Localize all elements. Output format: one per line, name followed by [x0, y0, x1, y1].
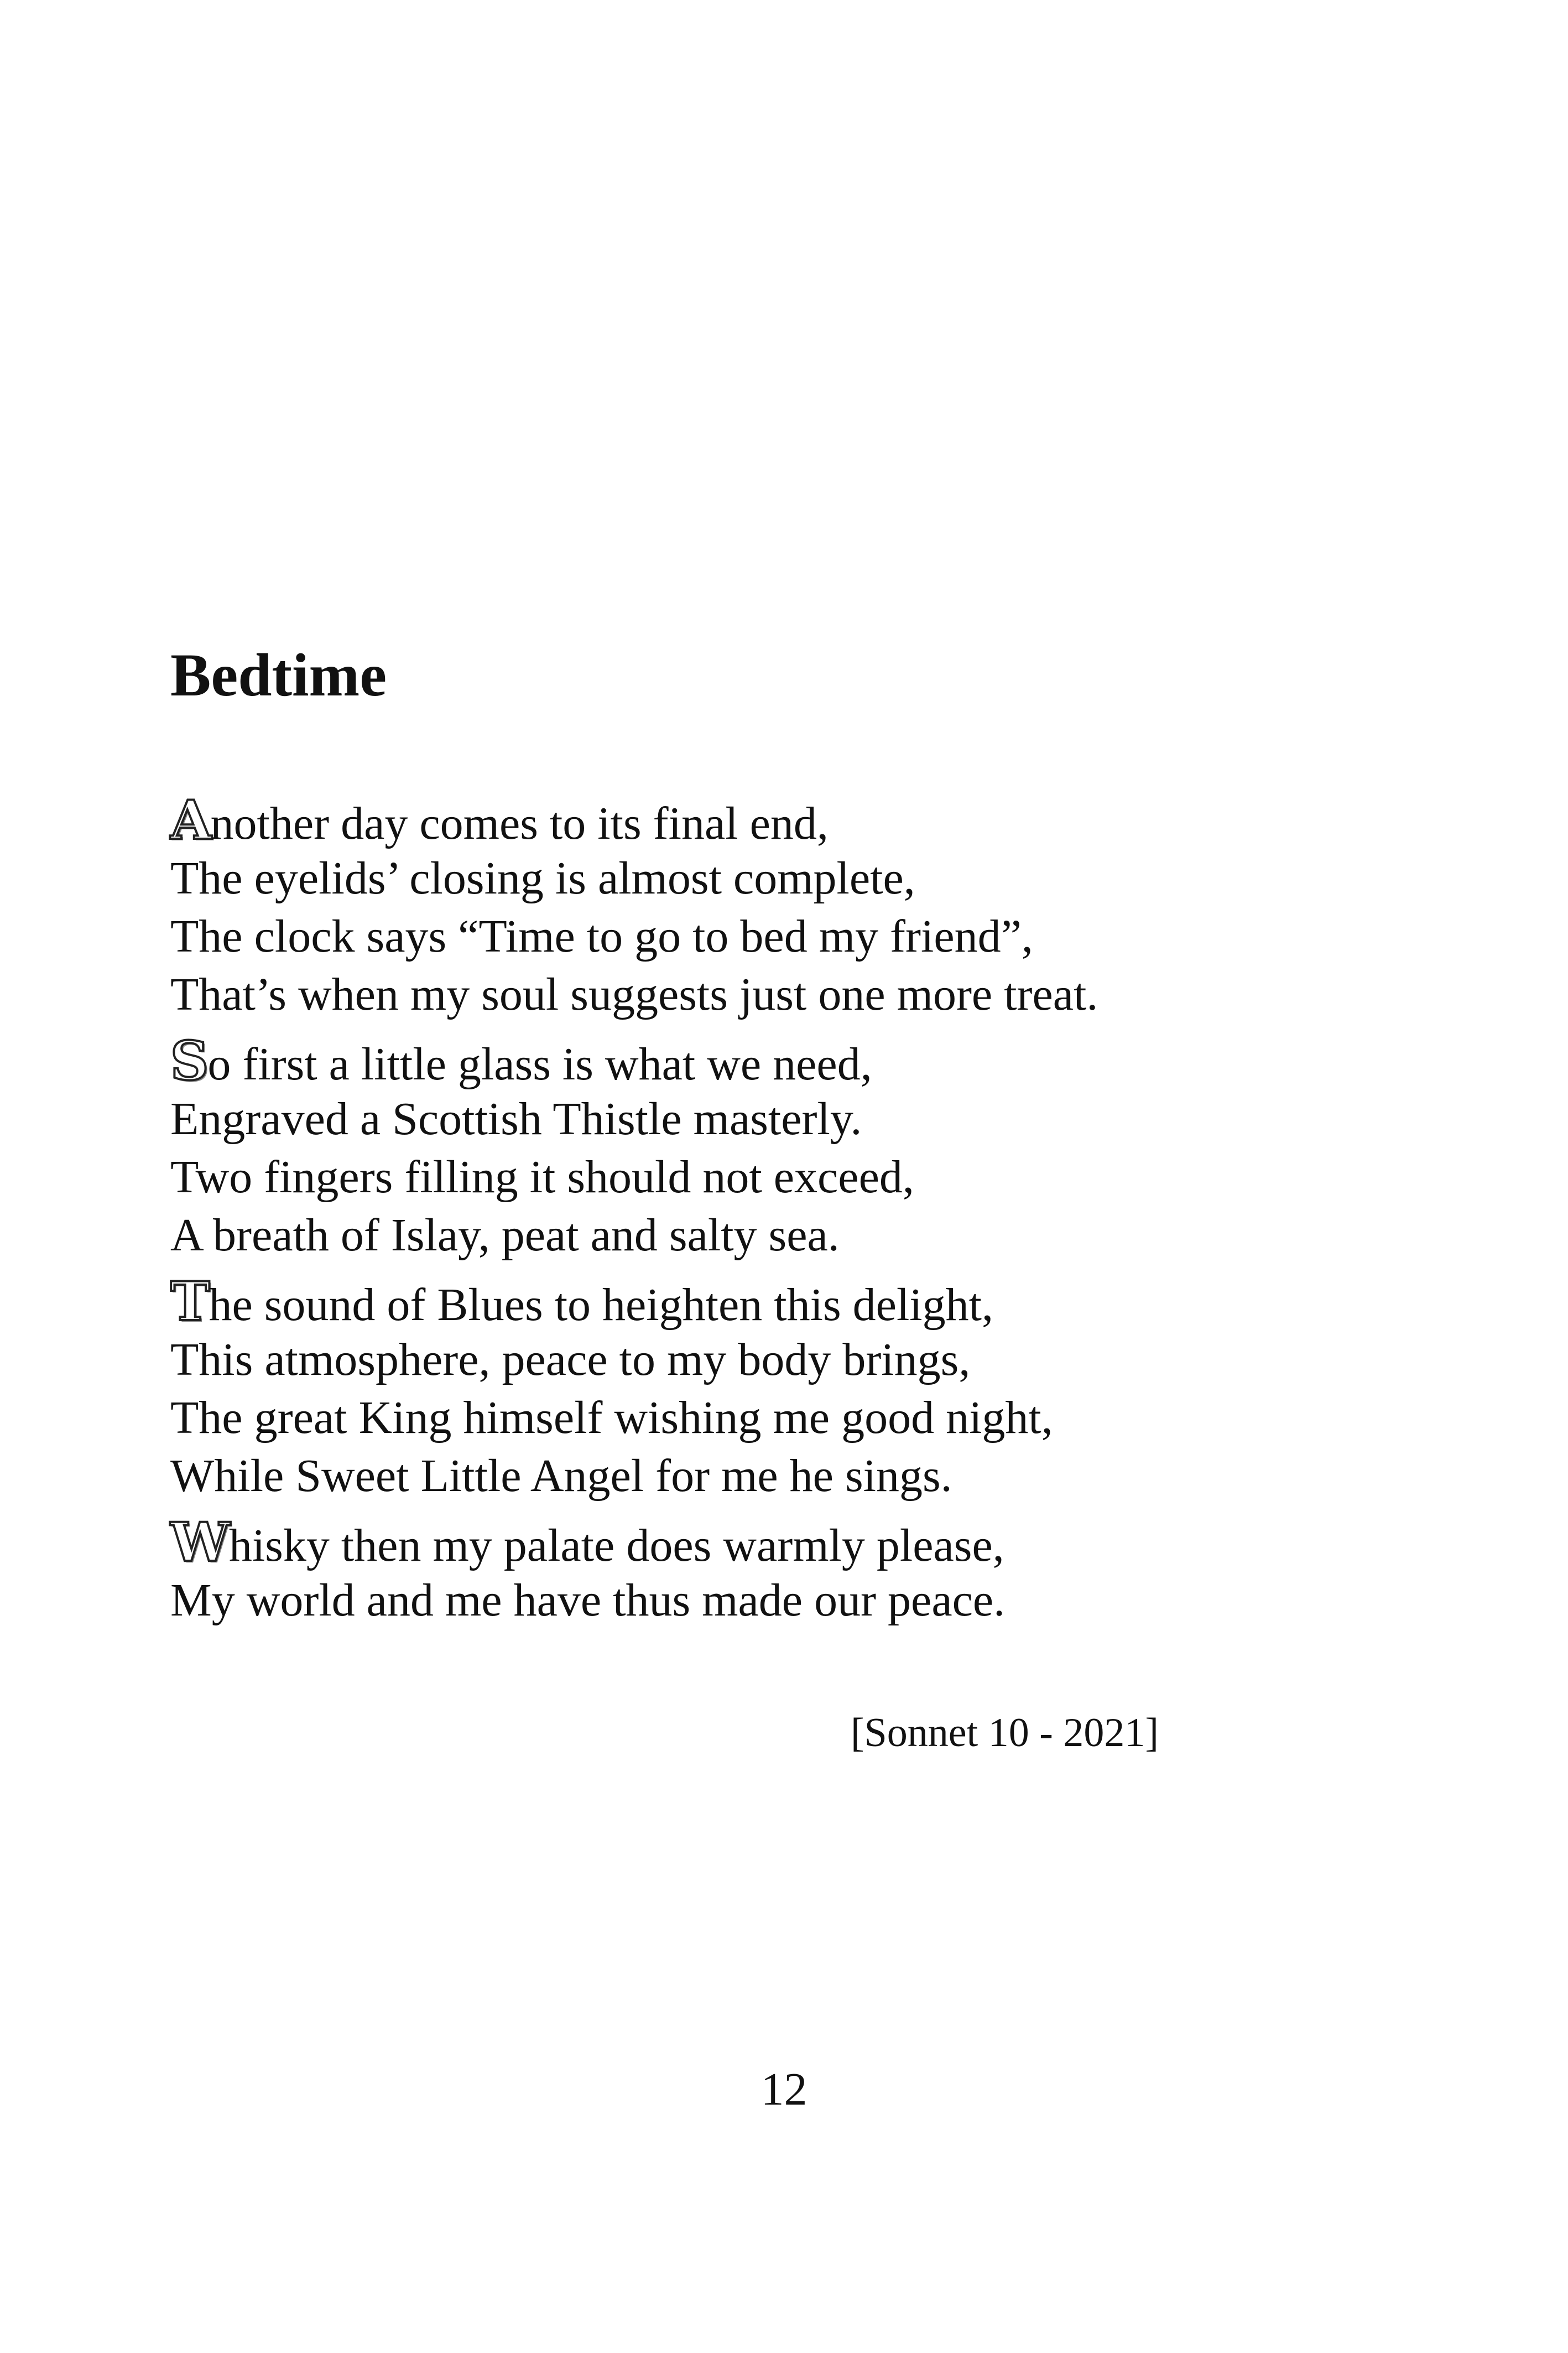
line-text: A breath of Islay, peat and salty sea.: [170, 1209, 840, 1261]
line-text: The clock says “Time to go to bed my friend”,: [170, 911, 1033, 962]
poem-line: [170, 1571, 1442, 1629]
poem-line: [170, 1272, 1442, 1331]
poem-line: [170, 1447, 1442, 1505]
poem-title: Bedtime: [170, 641, 387, 709]
poem-line: [170, 1331, 1442, 1389]
line-text: Two fingers filling it should not exceed,: [170, 1151, 914, 1203]
line-text: While Sweet Little Angel for me he sings.: [170, 1450, 952, 1502]
line-text: The eyelids’ closing is almost complete,: [170, 853, 915, 904]
drop-cap: W: [170, 1511, 229, 1573]
poem-line: [170, 907, 1442, 965]
poem-body: [170, 791, 1442, 1629]
poem-line: [170, 1513, 1442, 1571]
poem-line: [170, 849, 1442, 907]
line-text: nother day comes to its final end,: [210, 798, 829, 849]
poem-line: [170, 791, 1442, 849]
drop-cap: T: [170, 1270, 209, 1333]
line-text: That’s when my soul suggests just one more treat.: [170, 969, 1098, 1020]
sonnet-attribution: [Sonnet 10 - 2021]: [851, 1710, 1159, 1755]
page-number: 12: [760, 2064, 808, 2115]
poem-line: [170, 1148, 1442, 1206]
poem-line: [170, 965, 1442, 1024]
drop-cap: A: [170, 789, 211, 851]
poem-line: [170, 1032, 1442, 1090]
poem-line: [170, 1206, 1442, 1264]
line-text: My world and me have thus made our peace.: [170, 1575, 1006, 1626]
poem-line: [170, 1090, 1442, 1148]
line-text: o first a little glass is what we need,: [207, 1038, 872, 1090]
drop-cap: S: [170, 1030, 208, 1092]
line-text: he sound of Blues to heighten this delight,: [209, 1279, 993, 1331]
line-text: Engraved a Scottish Thistle masterly.: [170, 1093, 862, 1145]
line-text: The great King himself wishing me good night,: [170, 1392, 1053, 1443]
line-text: hisky then my palate does warmly please,: [228, 1520, 1004, 1571]
line-text: This atmosphere, peace to my body brings,: [170, 1334, 971, 1385]
poem-line: [170, 1389, 1442, 1447]
